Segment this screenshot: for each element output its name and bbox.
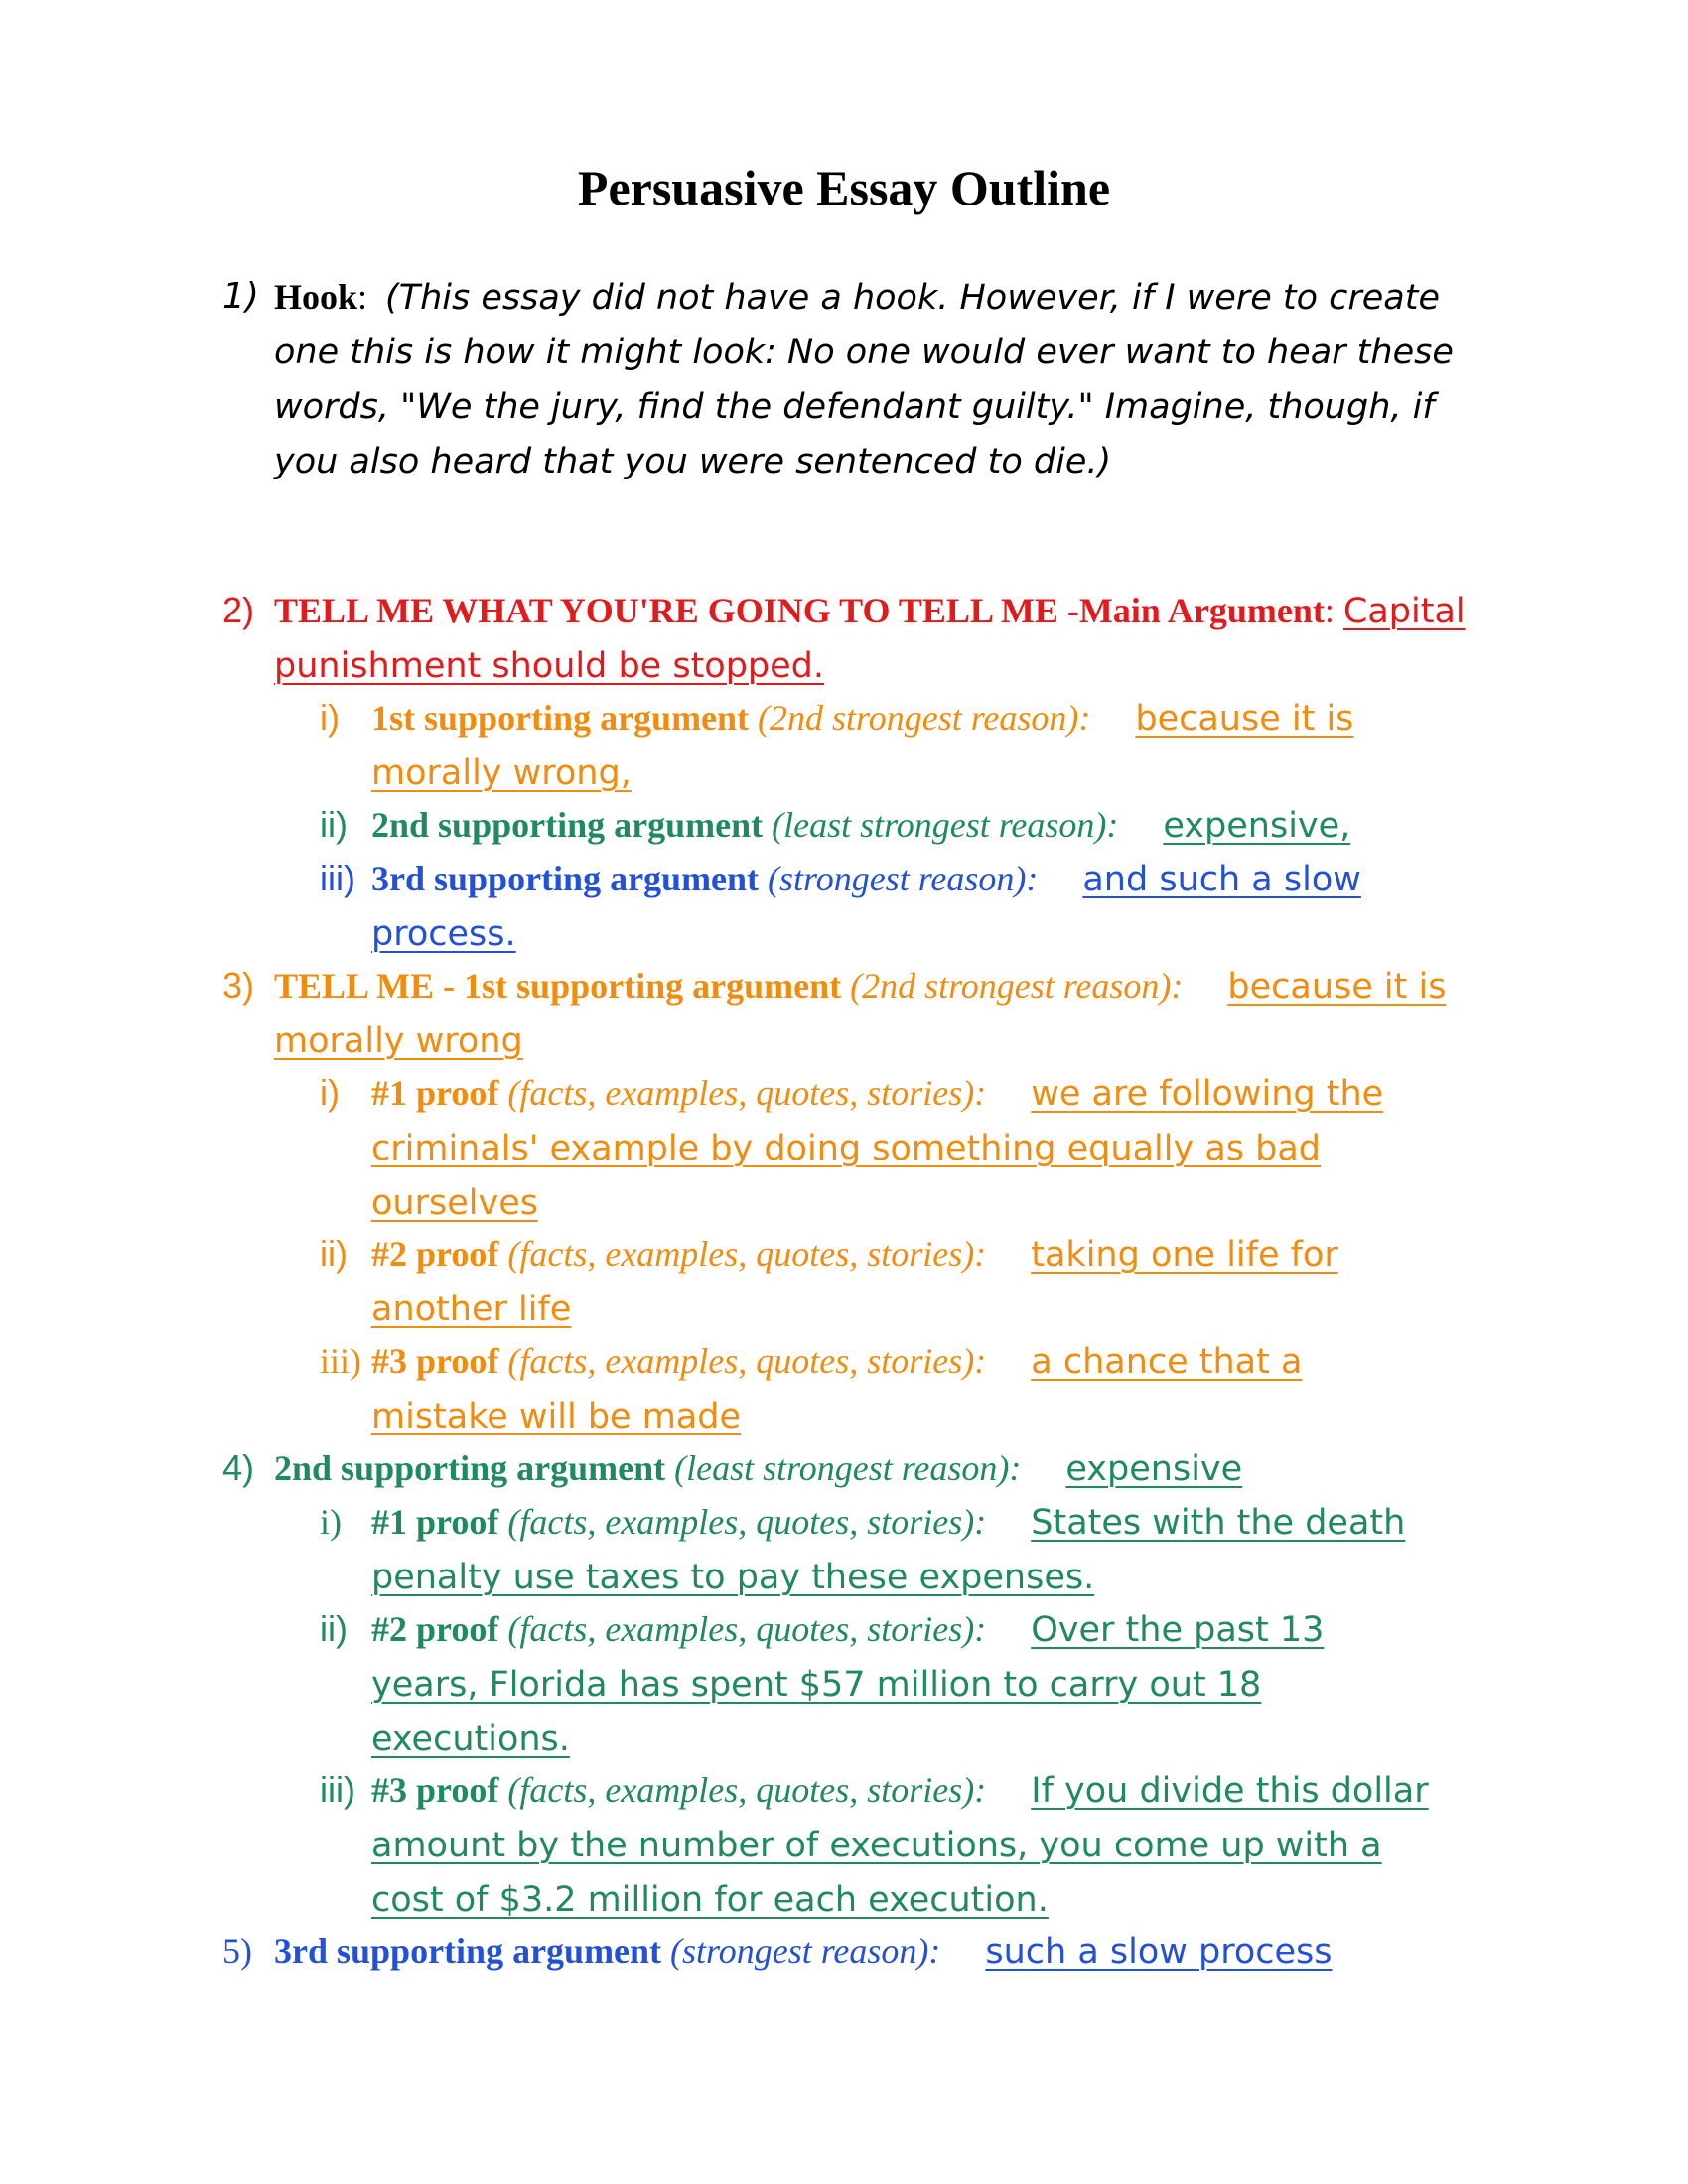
argument-2-proof-3-hint: (facts, examples, quotes, stories):	[507, 1770, 987, 1810]
main-item-1-hint: (2nd strongest reason):	[758, 698, 1091, 738]
argument-2-proof-1	[320, 1495, 1422, 1604]
argument-1-proof-2	[320, 1227, 1442, 1336]
main-item-1-number: i)	[320, 697, 340, 738]
main-item-2-number: ii)	[320, 804, 348, 845]
argument-1-proof-3-answer: a chance that a mistake will be made	[371, 1342, 1303, 1436]
hook-body	[274, 270, 1474, 488]
argument-2-proof-1-answer: States with the death penalty use taxes to pay these expenses.	[371, 1503, 1406, 1597]
argument-3-number: 5)	[222, 1931, 252, 1971]
main-item-2	[320, 798, 1442, 853]
argument-1-section	[222, 959, 1474, 1068]
argument-1-hint: (2nd strongest reason):	[850, 966, 1184, 1006]
argument-1-proof-2-hint: (facts, examples, quotes, stories):	[507, 1234, 987, 1274]
main-item-1-answer: because it is morally wrong,	[371, 699, 1354, 793]
main-item-3-number: iii)	[320, 858, 355, 898]
argument-3-section	[222, 1924, 1474, 1979]
hook-colon: :	[357, 277, 368, 317]
argument-2-section	[222, 1441, 1474, 1496]
argument-2-proof-1-body	[371, 1495, 1422, 1604]
argument-1-proof-1-body	[371, 1066, 1462, 1230]
argument-1-proof-3-number: iii)	[320, 1341, 361, 1381]
main-item-1-body	[371, 691, 1442, 800]
main-argument-colon: :	[1324, 591, 1335, 630]
argument-2-proof-2-label: #2 proof	[371, 1609, 499, 1649]
argument-2-answer: expensive	[1065, 1449, 1243, 1489]
argument-1-proof-3-hint: (facts, examples, quotes, stories):	[507, 1341, 987, 1381]
argument-2-proof-3-body	[371, 1763, 1432, 1927]
main-item-3-label: 3rd supporting argument	[371, 859, 760, 898]
argument-1-proof-1-number: i)	[320, 1072, 340, 1113]
argument-2-proof-2-answer: Over the past 13 years, Florida has spent $57 million to carry out 18 executions.	[371, 1610, 1325, 1759]
argument-3-body	[274, 1924, 1474, 1979]
argument-2-proof-3-answer: If you divide this dollar amount by the number of executions, you come up with a cost of $3.2 million for each execution.	[371, 1771, 1429, 1920]
main-argument-number: 2)	[222, 590, 255, 630]
main-item-1-label: 1st supporting argument	[371, 698, 750, 738]
argument-1-answer: because it is morally wrong	[274, 967, 1447, 1061]
argument-3-label: 3rd supporting argument	[274, 1931, 662, 1971]
argument-2-body	[274, 1441, 1474, 1496]
argument-1-proof-2-label: #2 proof	[371, 1234, 499, 1274]
argument-1-number: 3)	[222, 965, 255, 1006]
argument-1-proof-3	[320, 1334, 1412, 1443]
argument-2-label: 2nd supporting argument	[274, 1448, 666, 1488]
main-argument-answer: Capital punishment should be stopped.	[274, 592, 1466, 686]
argument-1-proof-1	[320, 1066, 1462, 1230]
argument-3-hint: (strongest reason):	[670, 1931, 941, 1971]
argument-1-proof-2-body	[371, 1227, 1442, 1336]
argument-1-body	[274, 959, 1474, 1068]
argument-2-number: 4)	[222, 1447, 255, 1488]
main-item-3-body	[371, 852, 1442, 961]
argument-2-proof-1-number: i)	[320, 1502, 342, 1542]
main-item-2-answer: expensive,	[1163, 806, 1351, 846]
argument-2-proof-2-hint: (facts, examples, quotes, stories):	[507, 1609, 987, 1649]
hook-text: (This essay did not have a hook. However, if I were to create one this is how it might look: No one would ever want to hear these words, "We the jury, find the defendant guilty." Imagine, though, if you also heard that you were sentenced to die.)	[274, 278, 1454, 481]
argument-1-proof-2-answer: taking one life for another life	[371, 1235, 1338, 1329]
main-item-1	[320, 691, 1442, 800]
argument-1-proof-1-hint: (facts, examples, quotes, stories):	[507, 1073, 987, 1113]
argument-3-answer: such a slow process	[985, 1932, 1333, 1972]
argument-1-proof-3-body	[371, 1334, 1412, 1443]
argument-1-proof-3-label: #3 proof	[371, 1341, 499, 1381]
hook-section	[222, 270, 1474, 488]
argument-2-proof-2	[320, 1602, 1422, 1766]
main-item-3	[320, 852, 1442, 961]
argument-2-hint: (least strongest reason):	[674, 1448, 1022, 1488]
main-item-2-body	[371, 798, 1442, 853]
argument-2-proof-2-body	[371, 1602, 1422, 1766]
hook-label: Hook	[274, 277, 358, 317]
main-item-2-label: 2nd supporting argument	[371, 805, 764, 845]
argument-1-label: TELL ME - 1st supporting argument	[274, 966, 842, 1006]
hook-number: 1)	[222, 276, 259, 317]
argument-2-proof-2-number: ii)	[320, 1608, 348, 1649]
main-argument-label: TELL ME WHAT YOU'RE GOING TO TELL ME -Main Argument	[274, 591, 1325, 630]
argument-1-proof-1-answer: we are following the criminals' example by doing something equally as bad ourselves	[371, 1074, 1384, 1223]
main-item-2-hint: (least strongest reason):	[772, 805, 1119, 845]
main-item-3-hint: (strongest reason):	[768, 859, 1039, 898]
main-item-3-answer: and such a slow process.	[371, 860, 1361, 954]
argument-2-proof-3-label: #3 proof	[371, 1770, 499, 1810]
main-argument-body	[274, 584, 1474, 693]
main-argument-section	[222, 584, 1474, 693]
argument-2-proof-3-number: iii)	[320, 1769, 355, 1810]
argument-2-proof-1-hint: (facts, examples, quotes, stories):	[507, 1502, 987, 1542]
page-title: Persuasive Essay Outline	[577, 160, 1111, 215]
argument-1-proof-1-label: #1 proof	[371, 1073, 499, 1113]
argument-1-proof-2-number: ii)	[320, 1233, 348, 1274]
argument-2-proof-3	[320, 1763, 1432, 1927]
argument-2-proof-1-label: #1 proof	[371, 1502, 499, 1542]
